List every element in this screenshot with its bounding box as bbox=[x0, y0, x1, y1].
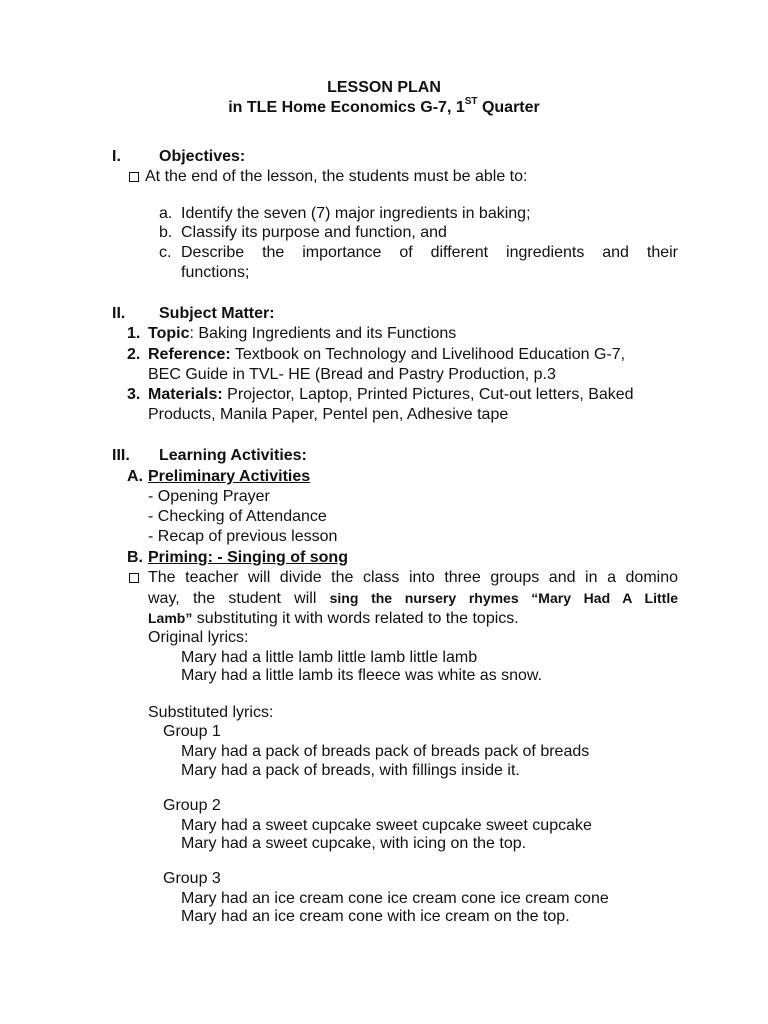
document-title: LESSON PLAN bbox=[327, 79, 441, 96]
reference-line: Reference: Textbook on Technology and Livelihood Education G-7, bbox=[148, 346, 626, 363]
item-number: 1. bbox=[127, 325, 141, 342]
item-number: 2. bbox=[127, 346, 141, 363]
priming-paragraph-line2: way, the student will sing the nursery rhymes “Mary Had A Little bbox=[148, 590, 678, 607]
priming-title: Priming: - Singing of song bbox=[148, 549, 348, 566]
reference-line-continued: BEC Guide in TVL- HE (Bread and Pastry Production, p.3 bbox=[148, 366, 556, 383]
lyric-line: Mary had a pack of breads, with fillings inside it. bbox=[181, 762, 520, 779]
subject-matter-heading: Subject Matter: bbox=[159, 305, 275, 322]
objective-marker: b. bbox=[159, 224, 173, 241]
lyric-line: Mary had an ice cream cone with ice cream on the top. bbox=[181, 908, 570, 925]
materials-line: Materials: Projector, Laptop, Printed Pictures, Cut-out letters, Baked bbox=[148, 386, 634, 403]
learning-activities-heading: Learning Activities: bbox=[159, 447, 307, 464]
list-item: - Opening Prayer bbox=[148, 488, 270, 505]
document-subtitle: in TLE Home Economics G-7, 1ST Quarter bbox=[228, 95, 540, 116]
priming-paragraph-line3: Lamb” substituting it with words related to the topics. bbox=[148, 610, 519, 627]
objective-marker: c. bbox=[159, 244, 172, 261]
objective-item-continued: functions; bbox=[181, 264, 250, 281]
topic-line: Topic: Baking Ingredients and its Functions bbox=[148, 325, 457, 342]
substituted-lyrics-label: Substituted lyrics: bbox=[148, 704, 274, 721]
objective-marker: a. bbox=[159, 205, 173, 222]
lyric-line: Mary had a sweet cupcake, with icing on the top. bbox=[181, 835, 527, 852]
activity-marker: B. bbox=[127, 549, 143, 566]
list-item: - Checking of Attendance bbox=[148, 508, 327, 525]
checkbox-bullet-icon bbox=[129, 172, 139, 182]
original-lyrics-label: Original lyrics: bbox=[148, 629, 249, 646]
checkbox-bullet-icon bbox=[129, 573, 139, 583]
lyric-line: Mary had a little lamb little lamb little lamb bbox=[181, 649, 478, 666]
objective-item: Describe the importance of different ingredients and their bbox=[181, 244, 678, 261]
item-number: 3. bbox=[127, 386, 141, 403]
objective-item: Identify the seven (7) major ingredients in baking; bbox=[181, 205, 531, 222]
group-label: Group 3 bbox=[163, 870, 221, 887]
lyric-line: Mary had a little lamb its fleece was white as snow. bbox=[181, 667, 543, 684]
section-number-iii: III. bbox=[112, 447, 130, 464]
group-label: Group 1 bbox=[163, 723, 221, 740]
section-number-i: I. bbox=[112, 148, 121, 165]
section-number-ii: II. bbox=[112, 305, 126, 322]
objectives-heading: Objectives: bbox=[159, 148, 246, 165]
lyric-line: Mary had a sweet cupcake sweet cupcake sweet cupcake bbox=[181, 817, 592, 834]
lyric-line: Mary had a pack of breads pack of breads pack of breads bbox=[181, 743, 590, 760]
preliminary-activities-title: Preliminary Activities bbox=[148, 468, 311, 485]
objectives-intro: At the end of the lesson, the students must be able to: bbox=[129, 167, 527, 187]
list-item: - Recap of previous lesson bbox=[148, 528, 338, 545]
materials-line-continued: Products, Manila Paper, Pentel pen, Adhesive tape bbox=[148, 406, 509, 423]
group-label: Group 2 bbox=[163, 797, 221, 814]
checkbox-bullet-icon-wrap bbox=[129, 568, 145, 588]
lyric-line: Mary had an ice cream cone ice cream cone ice cream cone bbox=[181, 890, 609, 907]
activity-marker: A. bbox=[127, 468, 143, 485]
priming-paragraph: The teacher will divide the class into three groups and in a domino bbox=[148, 569, 678, 586]
objective-item: Classify its purpose and function, and bbox=[181, 224, 447, 241]
